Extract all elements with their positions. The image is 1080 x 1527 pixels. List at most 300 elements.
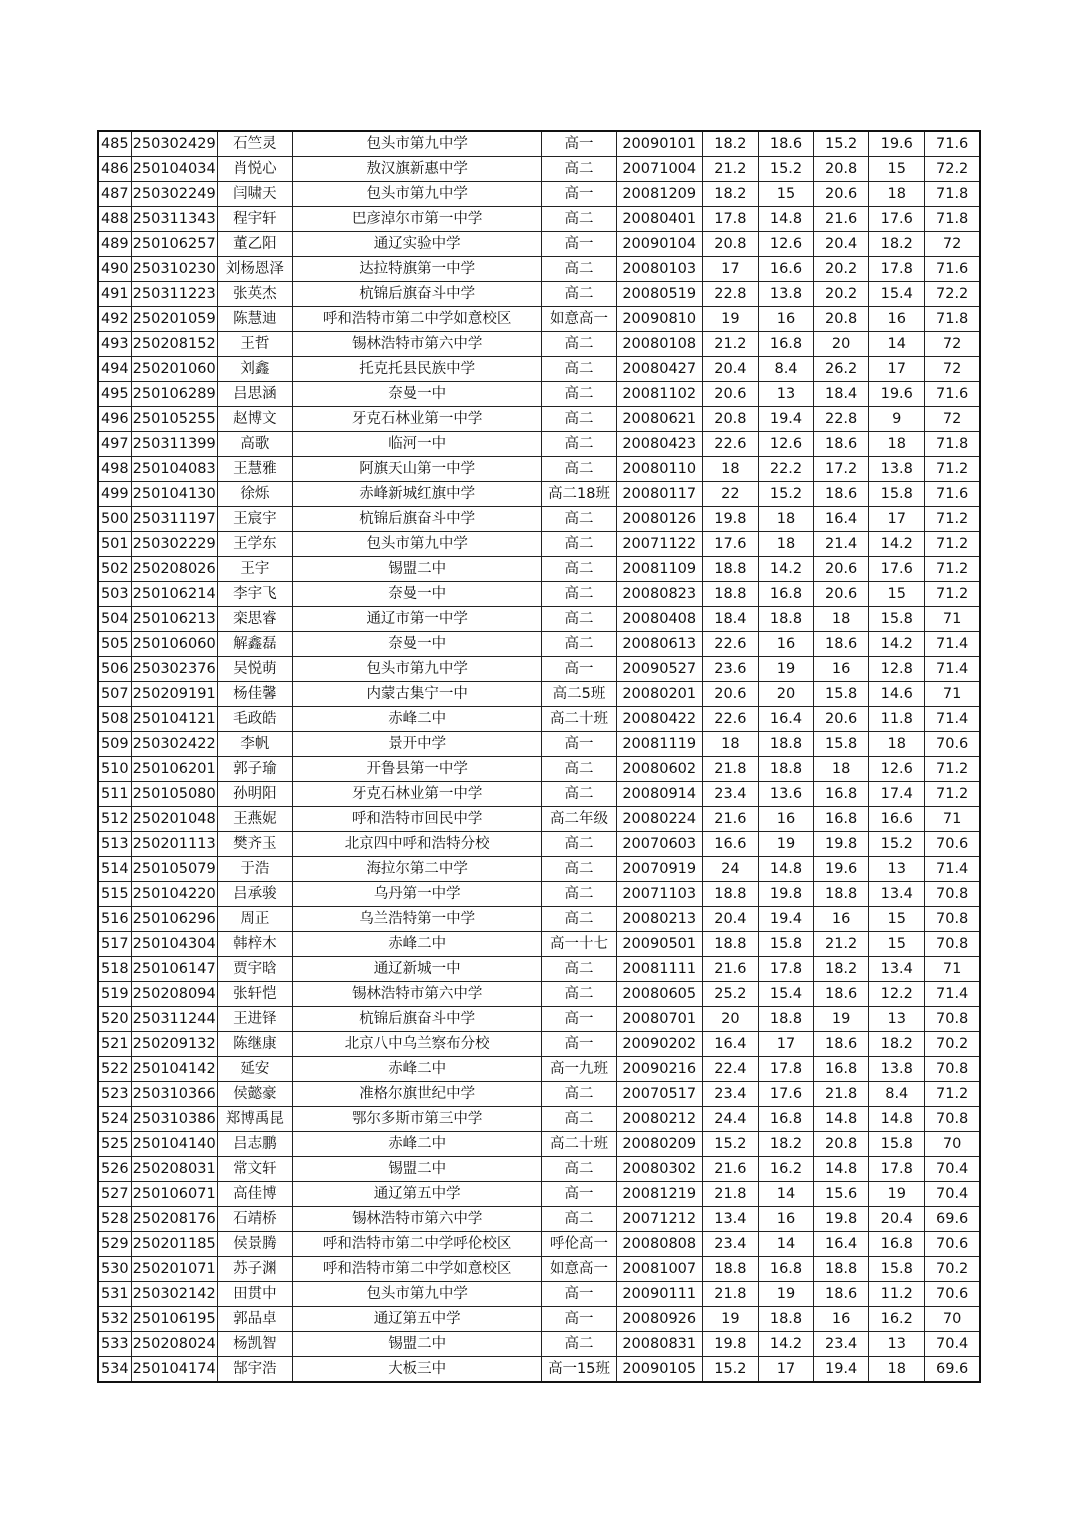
score-2-cell: 19.4 bbox=[758, 907, 813, 932]
student-id-cell: 250311343 bbox=[131, 207, 217, 232]
row-number-cell: 524 bbox=[98, 1107, 131, 1132]
student-name-cell: 苏子渊 bbox=[217, 1257, 292, 1282]
score-4-cell: 13.4 bbox=[869, 882, 925, 907]
score-2-cell: 14.8 bbox=[758, 207, 813, 232]
student-name-cell: 樊齐玉 bbox=[217, 832, 292, 857]
table-row bbox=[98, 282, 980, 307]
table-row bbox=[98, 157, 980, 182]
student-id-cell: 250106214 bbox=[131, 582, 217, 607]
school-name-cell: 巴彦淖尔市第一中学 bbox=[292, 207, 542, 232]
total-score-cell: 69.6 bbox=[925, 1357, 980, 1383]
grade-cell: 高二 bbox=[542, 432, 616, 457]
total-score-cell: 70.8 bbox=[925, 1057, 980, 1082]
birth-date-cell: 20070517 bbox=[616, 1082, 702, 1107]
total-score-cell: 70.6 bbox=[925, 732, 980, 757]
score-1-cell: 20.8 bbox=[702, 407, 758, 432]
row-number-cell: 514 bbox=[98, 857, 131, 882]
score-4-cell: 20.4 bbox=[869, 1207, 925, 1232]
score-2-cell: 16.8 bbox=[758, 1107, 813, 1132]
total-score-cell: 71 bbox=[925, 807, 980, 832]
total-score-cell: 70.6 bbox=[925, 1232, 980, 1257]
score-3-cell: 20 bbox=[814, 332, 869, 357]
student-id-cell: 250106147 bbox=[131, 957, 217, 982]
score-4-cell: 18.2 bbox=[869, 1032, 925, 1057]
total-score-cell: 71.4 bbox=[925, 657, 980, 682]
score-4-cell: 18.2 bbox=[869, 232, 925, 257]
row-number-cell: 487 bbox=[98, 182, 131, 207]
score-2-cell: 15.4 bbox=[758, 982, 813, 1007]
student-id-cell: 250106071 bbox=[131, 1182, 217, 1207]
birth-date-cell: 20090216 bbox=[616, 1057, 702, 1082]
table-row bbox=[98, 657, 980, 682]
grade-cell: 高二 bbox=[542, 982, 616, 1007]
row-number-cell: 516 bbox=[98, 907, 131, 932]
birth-date-cell: 20081007 bbox=[616, 1257, 702, 1282]
score-1-cell: 13.4 bbox=[702, 1207, 758, 1232]
row-number-cell: 490 bbox=[98, 257, 131, 282]
score-4-cell: 15 bbox=[869, 157, 925, 182]
score-2-cell: 17.6 bbox=[758, 1082, 813, 1107]
score-2-cell: 15.8 bbox=[758, 932, 813, 957]
school-name-cell: 包头市第九中学 bbox=[292, 182, 542, 207]
row-number-cell: 531 bbox=[98, 1282, 131, 1307]
score-2-cell: 16.2 bbox=[758, 1157, 813, 1182]
score-3-cell: 21.8 bbox=[814, 1082, 869, 1107]
score-2-cell: 15.2 bbox=[758, 482, 813, 507]
school-name-cell: 开鲁县第一中学 bbox=[292, 757, 542, 782]
student-name-cell: 田贯中 bbox=[217, 1282, 292, 1307]
grade-cell: 高二5班 bbox=[542, 682, 616, 707]
grade-cell: 高一 bbox=[542, 1007, 616, 1032]
student-id-cell: 250209191 bbox=[131, 682, 217, 707]
student-id-cell: 250104304 bbox=[131, 932, 217, 957]
row-number-cell: 492 bbox=[98, 307, 131, 332]
student-id-cell: 250105079 bbox=[131, 857, 217, 882]
score-1-cell: 16.6 bbox=[702, 832, 758, 857]
score-2-cell: 14 bbox=[758, 1232, 813, 1257]
school-name-cell: 杭锦后旗奋斗中学 bbox=[292, 507, 542, 532]
score-3-cell: 19.6 bbox=[814, 857, 869, 882]
table-row bbox=[98, 932, 980, 957]
student-id-cell: 250208094 bbox=[131, 982, 217, 1007]
total-score-cell: 71 bbox=[925, 957, 980, 982]
student-name-cell: 解鑫磊 bbox=[217, 632, 292, 657]
student-name-cell: 王宇 bbox=[217, 557, 292, 582]
score-3-cell: 20.6 bbox=[814, 582, 869, 607]
score-4-cell: 14.8 bbox=[869, 1107, 925, 1132]
table-row bbox=[98, 1307, 980, 1332]
score-1-cell: 17 bbox=[702, 257, 758, 282]
birth-date-cell: 20080823 bbox=[616, 582, 702, 607]
student-id-cell: 250104083 bbox=[131, 457, 217, 482]
score-1-cell: 19.8 bbox=[702, 1332, 758, 1357]
row-number-cell: 529 bbox=[98, 1232, 131, 1257]
grade-cell: 高一十七 bbox=[542, 932, 616, 957]
score-4-cell: 16.2 bbox=[869, 1307, 925, 1332]
student-id-cell: 250106289 bbox=[131, 382, 217, 407]
school-name-cell: 呼和浩特市第二中学如意校区 bbox=[292, 307, 542, 332]
total-score-cell: 71.8 bbox=[925, 182, 980, 207]
score-1-cell: 18 bbox=[702, 457, 758, 482]
school-name-cell: 锡盟二中 bbox=[292, 557, 542, 582]
score-2-cell: 12.6 bbox=[758, 232, 813, 257]
score-4-cell: 13.8 bbox=[869, 457, 925, 482]
grade-cell: 高二 bbox=[542, 457, 616, 482]
school-name-cell: 达拉特旗第一中学 bbox=[292, 257, 542, 282]
total-score-cell: 70.6 bbox=[925, 1282, 980, 1307]
grade-cell: 高二十班 bbox=[542, 1132, 616, 1157]
student-name-cell: 王学东 bbox=[217, 532, 292, 557]
student-name-cell: 郭子瑜 bbox=[217, 757, 292, 782]
score-1-cell: 22 bbox=[702, 482, 758, 507]
score-3-cell: 18.6 bbox=[814, 632, 869, 657]
score-1-cell: 18 bbox=[702, 732, 758, 757]
table-row bbox=[98, 257, 980, 282]
grade-cell: 高一 bbox=[542, 182, 616, 207]
score-2-cell: 18.8 bbox=[758, 732, 813, 757]
student-id-cell: 250104140 bbox=[131, 1132, 217, 1157]
score-2-cell: 19 bbox=[758, 1282, 813, 1307]
student-name-cell: 韩梓木 bbox=[217, 932, 292, 957]
birth-date-cell: 20090111 bbox=[616, 1282, 702, 1307]
score-3-cell: 23.4 bbox=[814, 1332, 869, 1357]
student-id-cell: 250105255 bbox=[131, 407, 217, 432]
row-number-cell: 513 bbox=[98, 832, 131, 857]
grade-cell: 高二 bbox=[542, 632, 616, 657]
score-2-cell: 16 bbox=[758, 632, 813, 657]
student-name-cell: 高佳博 bbox=[217, 1182, 292, 1207]
score-table bbox=[97, 130, 981, 1383]
score-3-cell: 15.6 bbox=[814, 1182, 869, 1207]
total-score-cell: 70.8 bbox=[925, 932, 980, 957]
score-2-cell: 22.2 bbox=[758, 457, 813, 482]
total-score-cell: 71.6 bbox=[925, 257, 980, 282]
school-name-cell: 阿旗天山第一中学 bbox=[292, 457, 542, 482]
score-2-cell: 19.4 bbox=[758, 407, 813, 432]
student-name-cell: 石靖桥 bbox=[217, 1207, 292, 1232]
school-name-cell: 锡盟二中 bbox=[292, 1157, 542, 1182]
score-4-cell: 16.6 bbox=[869, 807, 925, 832]
score-2-cell: 18.8 bbox=[758, 1007, 813, 1032]
table-row bbox=[98, 757, 980, 782]
birth-date-cell: 20080408 bbox=[616, 607, 702, 632]
score-1-cell: 16.4 bbox=[702, 1032, 758, 1057]
school-name-cell: 通辽第五中学 bbox=[292, 1307, 542, 1332]
table-row bbox=[98, 1132, 980, 1157]
student-name-cell: 侯景腾 bbox=[217, 1232, 292, 1257]
row-number-cell: 498 bbox=[98, 457, 131, 482]
score-1-cell: 17.8 bbox=[702, 207, 758, 232]
score-3-cell: 18 bbox=[814, 607, 869, 632]
birth-date-cell: 20080422 bbox=[616, 707, 702, 732]
score-3-cell: 20.2 bbox=[814, 257, 869, 282]
score-3-cell: 20.6 bbox=[814, 182, 869, 207]
birth-date-cell: 20080224 bbox=[616, 807, 702, 832]
school-name-cell: 呼和浩特市第二中学如意校区 bbox=[292, 1257, 542, 1282]
score-3-cell: 20.2 bbox=[814, 282, 869, 307]
table-row bbox=[98, 532, 980, 557]
score-4-cell: 15 bbox=[869, 932, 925, 957]
birth-date-cell: 20080108 bbox=[616, 332, 702, 357]
score-3-cell: 21.6 bbox=[814, 207, 869, 232]
row-number-cell: 501 bbox=[98, 532, 131, 557]
score-2-cell: 19.8 bbox=[758, 882, 813, 907]
score-2-cell: 19 bbox=[758, 657, 813, 682]
row-number-cell: 489 bbox=[98, 232, 131, 257]
score-1-cell: 18.2 bbox=[702, 131, 758, 157]
birth-date-cell: 20080701 bbox=[616, 1007, 702, 1032]
table-row bbox=[98, 1057, 980, 1082]
score-2-cell: 14 bbox=[758, 1182, 813, 1207]
school-name-cell: 大板三中 bbox=[292, 1357, 542, 1383]
score-3-cell: 18.6 bbox=[814, 432, 869, 457]
birth-date-cell: 20081109 bbox=[616, 557, 702, 582]
score-3-cell: 16.4 bbox=[814, 1232, 869, 1257]
score-4-cell: 16 bbox=[869, 307, 925, 332]
total-score-cell: 70.8 bbox=[925, 907, 980, 932]
student-id-cell: 250104130 bbox=[131, 482, 217, 507]
table-row bbox=[98, 182, 980, 207]
student-name-cell: 郭品卓 bbox=[217, 1307, 292, 1332]
student-name-cell: 闫啸天 bbox=[217, 182, 292, 207]
score-4-cell: 17.4 bbox=[869, 782, 925, 807]
student-name-cell: 张轩恺 bbox=[217, 982, 292, 1007]
row-number-cell: 511 bbox=[98, 782, 131, 807]
birth-date-cell: 20080117 bbox=[616, 482, 702, 507]
score-1-cell: 21.2 bbox=[702, 157, 758, 182]
score-3-cell: 18.2 bbox=[814, 957, 869, 982]
table-row bbox=[98, 232, 980, 257]
total-score-cell: 71.4 bbox=[925, 857, 980, 882]
grade-cell: 高二年级 bbox=[542, 807, 616, 832]
school-name-cell: 通辽新城一中 bbox=[292, 957, 542, 982]
student-name-cell: 侯懿豪 bbox=[217, 1082, 292, 1107]
score-3-cell: 16.8 bbox=[814, 1057, 869, 1082]
table-row bbox=[98, 807, 980, 832]
table-row bbox=[98, 1157, 980, 1182]
student-id-cell: 250201071 bbox=[131, 1257, 217, 1282]
table-row bbox=[98, 1182, 980, 1207]
birth-date-cell: 20081219 bbox=[616, 1182, 702, 1207]
score-1-cell: 21.8 bbox=[702, 757, 758, 782]
score-1-cell: 20 bbox=[702, 1007, 758, 1032]
score-3-cell: 20.8 bbox=[814, 307, 869, 332]
grade-cell: 高二 bbox=[542, 1107, 616, 1132]
score-4-cell: 15 bbox=[869, 582, 925, 607]
student-id-cell: 250302376 bbox=[131, 657, 217, 682]
student-name-cell: 王宸宇 bbox=[217, 507, 292, 532]
total-score-cell: 72 bbox=[925, 407, 980, 432]
score-3-cell: 18.8 bbox=[814, 882, 869, 907]
school-name-cell: 乌丹第一中学 bbox=[292, 882, 542, 907]
school-name-cell: 鄂尔多斯市第三中学 bbox=[292, 1107, 542, 1132]
score-2-cell: 18.8 bbox=[758, 757, 813, 782]
score-1-cell: 19 bbox=[702, 307, 758, 332]
student-name-cell: 陈继康 bbox=[217, 1032, 292, 1057]
birth-date-cell: 20090104 bbox=[616, 232, 702, 257]
student-name-cell: 郜宇浩 bbox=[217, 1357, 292, 1383]
grade-cell: 高二 bbox=[542, 382, 616, 407]
grade-cell: 高二 bbox=[542, 1207, 616, 1232]
row-number-cell: 523 bbox=[98, 1082, 131, 1107]
student-name-cell: 延安 bbox=[217, 1057, 292, 1082]
birth-date-cell: 20090202 bbox=[616, 1032, 702, 1057]
score-2-cell: 16.8 bbox=[758, 1257, 813, 1282]
row-number-cell: 509 bbox=[98, 732, 131, 757]
score-1-cell: 20.6 bbox=[702, 382, 758, 407]
student-id-cell: 250104034 bbox=[131, 157, 217, 182]
score-1-cell: 22.4 bbox=[702, 1057, 758, 1082]
score-4-cell: 13 bbox=[869, 1007, 925, 1032]
score-2-cell: 18.8 bbox=[758, 607, 813, 632]
score-2-cell: 17.8 bbox=[758, 957, 813, 982]
score-2-cell: 18.6 bbox=[758, 131, 813, 157]
score-3-cell: 16.8 bbox=[814, 782, 869, 807]
row-number-cell: 522 bbox=[98, 1057, 131, 1082]
grade-cell: 高二 bbox=[542, 332, 616, 357]
score-3-cell: 18 bbox=[814, 757, 869, 782]
student-name-cell: 郑博禹昆 bbox=[217, 1107, 292, 1132]
student-id-cell: 250311223 bbox=[131, 282, 217, 307]
total-score-cell: 70.2 bbox=[925, 1257, 980, 1282]
total-score-cell: 71.2 bbox=[925, 532, 980, 557]
birth-date-cell: 20080808 bbox=[616, 1232, 702, 1257]
row-number-cell: 520 bbox=[98, 1007, 131, 1032]
total-score-cell: 70 bbox=[925, 1132, 980, 1157]
score-3-cell: 16 bbox=[814, 907, 869, 932]
score-4-cell: 17 bbox=[869, 507, 925, 532]
score-2-cell: 17 bbox=[758, 1357, 813, 1383]
row-number-cell: 503 bbox=[98, 582, 131, 607]
score-4-cell: 13.4 bbox=[869, 957, 925, 982]
grade-cell: 高二 bbox=[542, 857, 616, 882]
score-4-cell: 19 bbox=[869, 1182, 925, 1207]
student-id-cell: 250302142 bbox=[131, 1282, 217, 1307]
row-number-cell: 518 bbox=[98, 957, 131, 982]
score-1-cell: 19 bbox=[702, 1307, 758, 1332]
birth-date-cell: 20080914 bbox=[616, 782, 702, 807]
school-name-cell: 呼和浩特市第二中学呼伦校区 bbox=[292, 1232, 542, 1257]
student-name-cell: 栾思睿 bbox=[217, 607, 292, 632]
student-name-cell: 陈慧迪 bbox=[217, 307, 292, 332]
birth-date-cell: 20080605 bbox=[616, 982, 702, 1007]
school-name-cell: 呼和浩特市回民中学 bbox=[292, 807, 542, 832]
score-1-cell: 23.6 bbox=[702, 657, 758, 682]
student-id-cell: 250201060 bbox=[131, 357, 217, 382]
score-4-cell: 13.8 bbox=[869, 1057, 925, 1082]
score-3-cell: 20.6 bbox=[814, 557, 869, 582]
score-1-cell: 21.6 bbox=[702, 957, 758, 982]
score-3-cell: 14.8 bbox=[814, 1107, 869, 1132]
student-name-cell: 贾宇晗 bbox=[217, 957, 292, 982]
grade-cell: 高一 bbox=[542, 657, 616, 682]
school-name-cell: 包头市第九中学 bbox=[292, 657, 542, 682]
score-1-cell: 20.4 bbox=[702, 907, 758, 932]
total-score-cell: 70.8 bbox=[925, 1007, 980, 1032]
student-name-cell: 肖悦心 bbox=[217, 157, 292, 182]
student-id-cell: 250106060 bbox=[131, 632, 217, 657]
score-1-cell: 20.6 bbox=[702, 682, 758, 707]
row-number-cell: 525 bbox=[98, 1132, 131, 1157]
grade-cell: 高二 bbox=[542, 357, 616, 382]
student-name-cell: 王慧雅 bbox=[217, 457, 292, 482]
birth-date-cell: 20080213 bbox=[616, 907, 702, 932]
score-2-cell: 13.8 bbox=[758, 282, 813, 307]
birth-date-cell: 20080110 bbox=[616, 457, 702, 482]
score-4-cell: 17.6 bbox=[869, 557, 925, 582]
student-id-cell: 250310230 bbox=[131, 257, 217, 282]
score-1-cell: 18.4 bbox=[702, 607, 758, 632]
total-score-cell: 72 bbox=[925, 232, 980, 257]
score-2-cell: 19 bbox=[758, 832, 813, 857]
score-4-cell: 16.8 bbox=[869, 1232, 925, 1257]
total-score-cell: 71.4 bbox=[925, 707, 980, 732]
table-row bbox=[98, 582, 980, 607]
student-name-cell: 吕志鹏 bbox=[217, 1132, 292, 1157]
school-name-cell: 包头市第九中学 bbox=[292, 1282, 542, 1307]
total-score-cell: 71.2 bbox=[925, 582, 980, 607]
table-row bbox=[98, 907, 980, 932]
grade-cell: 高一九班 bbox=[542, 1057, 616, 1082]
total-score-cell: 71.6 bbox=[925, 131, 980, 157]
score-4-cell: 17.8 bbox=[869, 257, 925, 282]
table-row bbox=[98, 857, 980, 882]
birth-date-cell: 20080302 bbox=[616, 1157, 702, 1182]
table-row bbox=[98, 882, 980, 907]
total-score-cell: 71.2 bbox=[925, 507, 980, 532]
table-row bbox=[98, 1107, 980, 1132]
student-id-cell: 250208026 bbox=[131, 557, 217, 582]
score-3-cell: 19.8 bbox=[814, 832, 869, 857]
student-id-cell: 250104142 bbox=[131, 1057, 217, 1082]
score-4-cell: 14.2 bbox=[869, 532, 925, 557]
table-row bbox=[98, 131, 980, 157]
table-row bbox=[98, 1032, 980, 1057]
school-name-cell: 赤峰二中 bbox=[292, 1132, 542, 1157]
table-row bbox=[98, 332, 980, 357]
student-name-cell: 周正 bbox=[217, 907, 292, 932]
score-4-cell: 19.6 bbox=[869, 382, 925, 407]
row-number-cell: 534 bbox=[98, 1357, 131, 1383]
total-score-cell: 70.2 bbox=[925, 1032, 980, 1057]
total-score-cell: 72.2 bbox=[925, 282, 980, 307]
score-4-cell: 15.8 bbox=[869, 1132, 925, 1157]
total-score-cell: 71 bbox=[925, 682, 980, 707]
score-4-cell: 15 bbox=[869, 907, 925, 932]
school-name-cell: 奈曼一中 bbox=[292, 382, 542, 407]
score-1-cell: 21.8 bbox=[702, 1182, 758, 1207]
score-3-cell: 17.2 bbox=[814, 457, 869, 482]
table-row bbox=[98, 1357, 980, 1383]
birth-date-cell: 20070603 bbox=[616, 832, 702, 857]
total-score-cell: 71.2 bbox=[925, 557, 980, 582]
student-id-cell: 250302249 bbox=[131, 182, 217, 207]
row-number-cell: 512 bbox=[98, 807, 131, 832]
table-row bbox=[98, 1207, 980, 1232]
score-2-cell: 18 bbox=[758, 507, 813, 532]
student-id-cell: 250310366 bbox=[131, 1082, 217, 1107]
grade-cell: 高一 bbox=[542, 1307, 616, 1332]
total-score-cell: 71.6 bbox=[925, 382, 980, 407]
student-id-cell: 250106213 bbox=[131, 607, 217, 632]
score-2-cell: 17 bbox=[758, 1032, 813, 1057]
student-id-cell: 250302422 bbox=[131, 732, 217, 757]
student-name-cell: 吕承骏 bbox=[217, 882, 292, 907]
table-row bbox=[98, 782, 980, 807]
grade-cell: 高一 bbox=[542, 1282, 616, 1307]
score-1-cell: 18.8 bbox=[702, 932, 758, 957]
row-number-cell: 510 bbox=[98, 757, 131, 782]
